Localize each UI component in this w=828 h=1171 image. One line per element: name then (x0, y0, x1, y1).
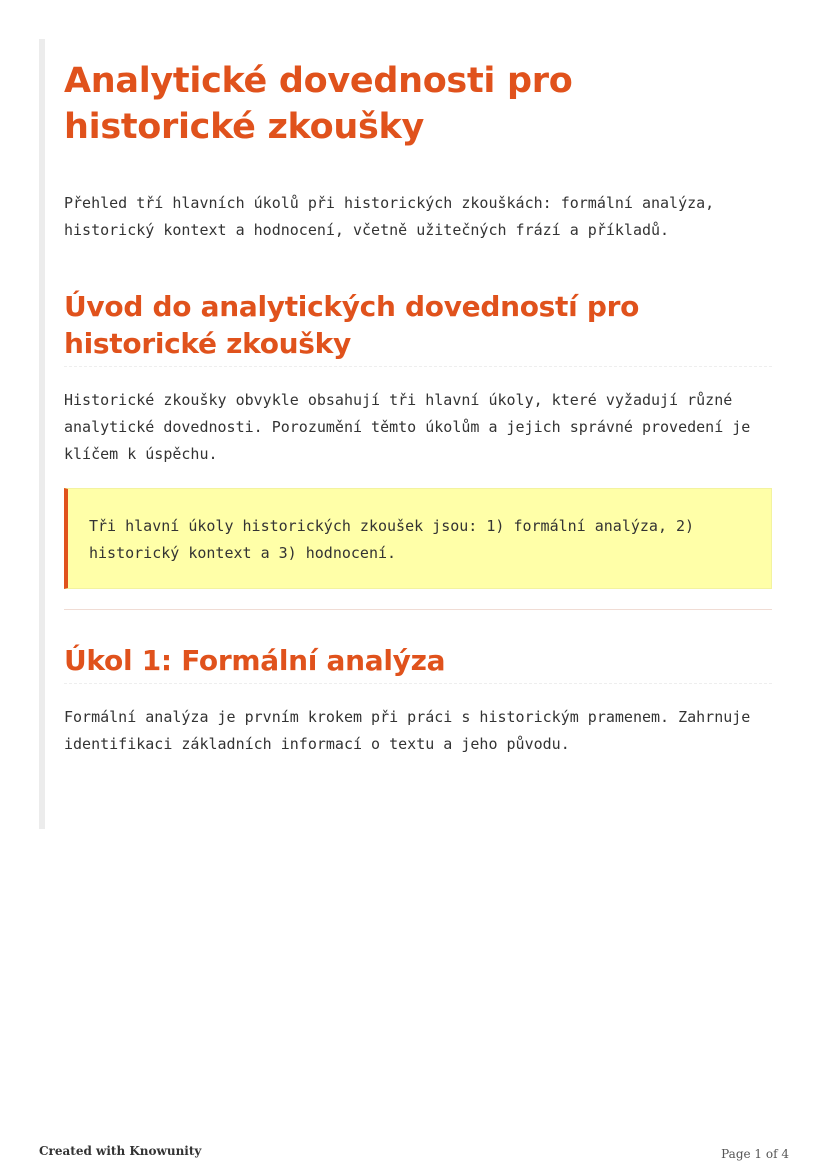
section-heading-intro: Úvod do analytických dovedností pro historické zkoušky (64, 288, 772, 367)
highlight-callout: Tři hlavní úkoly historických zkoušek jsou: 1) formální analýza, 2) historický kontext a 3) hodnocení. (64, 488, 772, 589)
document-intro: Přehled tří hlavních úkolů při historických zkouškách: formální analýza, historický kontext a hodnocení, včetně užitečných frází a příkladů. (64, 194, 715, 239)
page-number: Page 1 of 4 (721, 1147, 789, 1161)
footer-credit: Created with Knowunity (39, 1144, 202, 1158)
section-paragraph-task-1: Formální analýza je prvním krokem při práci s historickým pramenem. Zahrnuje identifikaci základních informací o textu a jeho původu. (64, 708, 751, 753)
section-paragraph-intro: Historické zkoušky obvykle obsahují tři hlavní úkoly, které vyžadují různé analytické dovednosti. Porozumění těmto úkolům a jejich správné provedení je klíčem k úspěchu. (64, 391, 751, 463)
section-divider (64, 609, 772, 610)
section-heading-task-1: Úkol 1: Formální analýza (64, 642, 772, 684)
document-title: Analytické dovednosti pro historické zkoušky (64, 61, 573, 147)
page-left-border (39, 39, 45, 829)
document-content (64, 50, 772, 758)
